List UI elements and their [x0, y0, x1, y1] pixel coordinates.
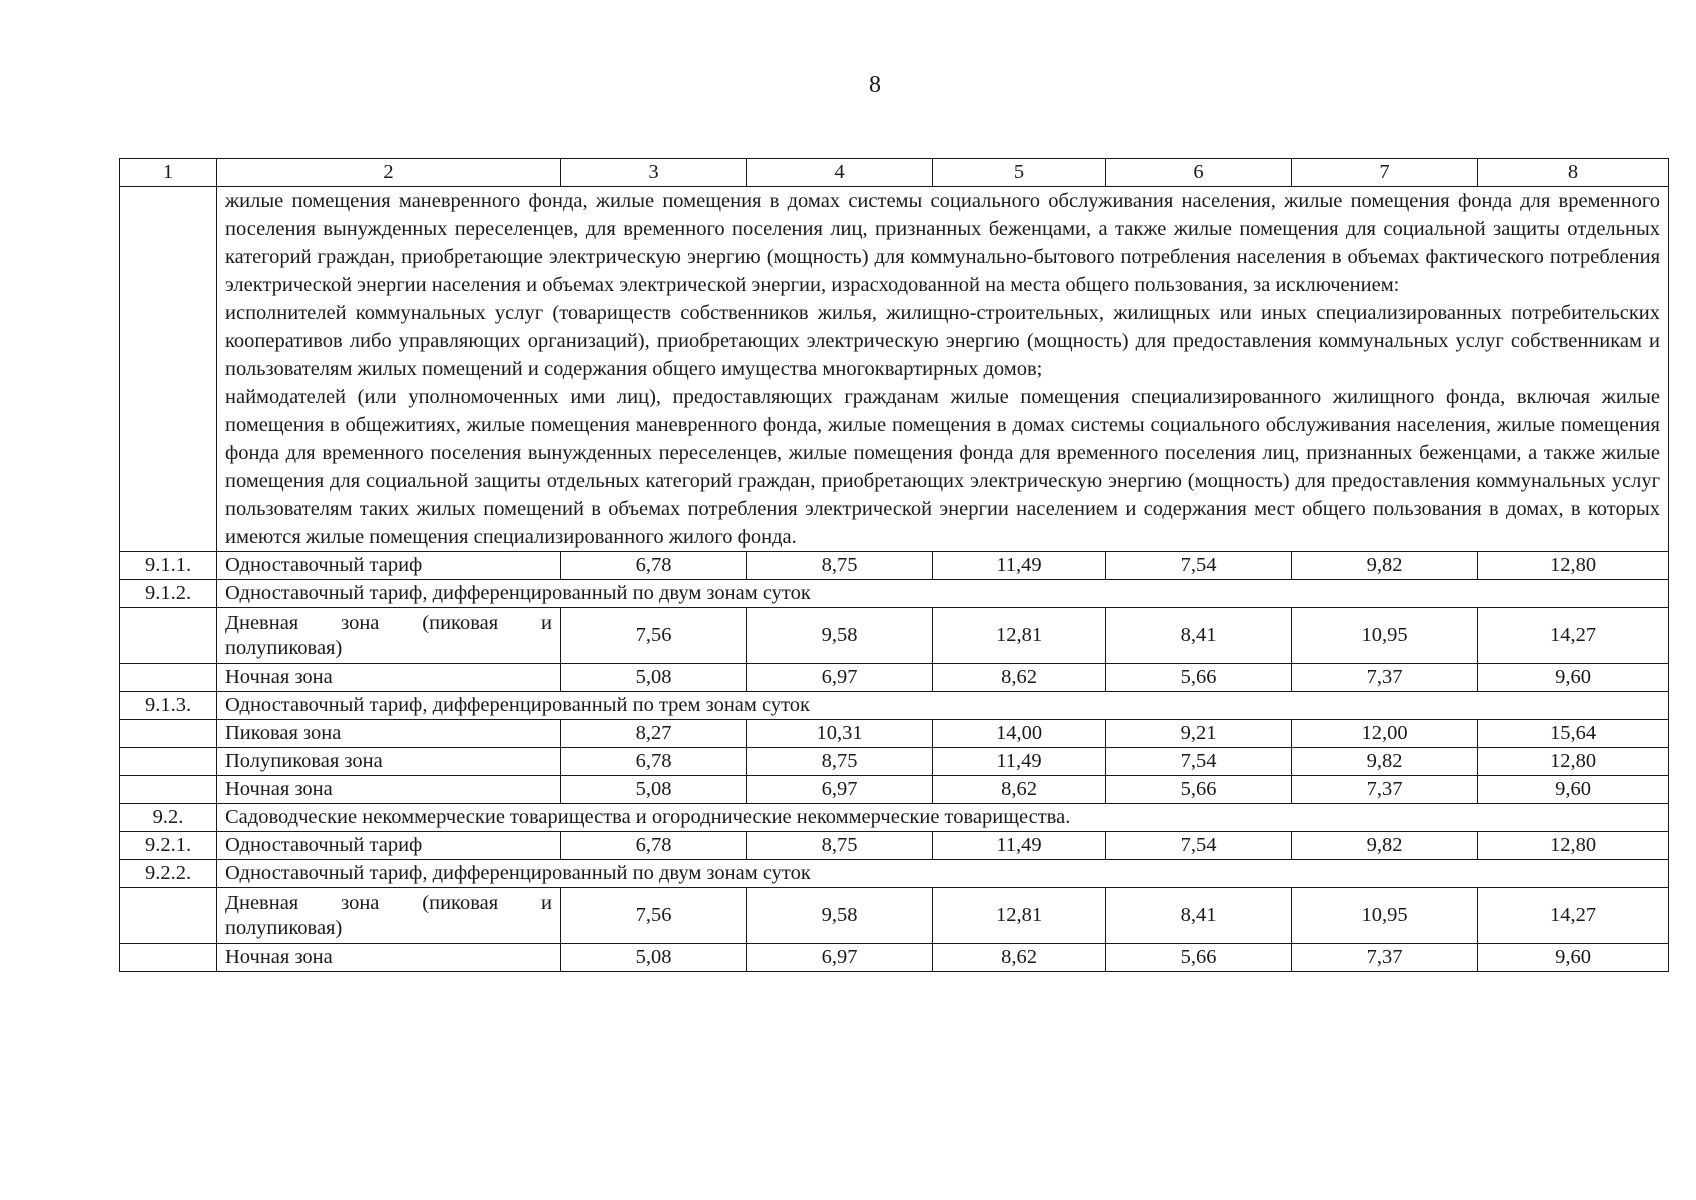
column-number: 4 — [747, 159, 933, 187]
row-label: Одноставочный тариф — [217, 552, 561, 580]
row-label: Полупиковая зона — [217, 748, 561, 776]
description-paragraph: исполнителей коммунальных услуг (товариществ собственников жилья, жилищно-строительных, жилищных или иных специализированных потребительских кооперативов либо управляющих организаций), приобретающих электрическую энергию (мощность) для предоставления коммунальных услуг собственникам и пользователям жилых помещений и содержания общего имущества многоквартирных домов; — [225, 302, 1660, 380]
row-label: Дневная зона (пиковая и полупиковая) — [217, 608, 561, 664]
row-number: 9.2. — [120, 804, 217, 832]
tariff-value: 9,58 — [747, 608, 933, 664]
row-number-cell — [120, 664, 217, 692]
tariff-value: 9,60 — [1478, 944, 1669, 972]
row-number-cell — [120, 944, 217, 972]
table-row — [120, 664, 1669, 692]
tariff-value: 15,64 — [1478, 720, 1669, 748]
description-row — [120, 187, 1669, 552]
table-row — [120, 608, 1669, 664]
tariff-value: 12,81 — [933, 608, 1106, 664]
description-paragraph: наймодателей (или уполномоченных ими лиц), предоставляющих гражданам жилые помещения специализированного жилищного фонда, включая жилые помещения в общежитиях, жилые помещения маневренного фонда, жилые помещения в домах системы социального обслуживания населения, жилые помещения фонда для временного поселения вынужденных переселенцев, жилые помещения фонда для временного поселения лиц, признанных беженцами, а также жилые помещения для социальной защиты отдельных категорий граждан, приобретающих электрическую энергию (мощность) для предоставления коммунальных услуг пользователям таких жилых помещений в объемах потребления электрической энергии населением и содержания мест общего пользования в домах, в которых имеются жилые помещения специализированного жилого фонда. — [225, 386, 1660, 548]
tariff-value: 8,62 — [933, 776, 1106, 804]
tariff-value: 7,37 — [1292, 944, 1478, 972]
tariff-value: 12,00 — [1292, 720, 1478, 748]
table-header-row — [120, 159, 1669, 187]
row-number-cell — [120, 776, 217, 804]
tariff-value: 8,41 — [1106, 888, 1292, 944]
row-label: Ночная зона — [217, 664, 561, 692]
row-label: Пиковая зона — [217, 720, 561, 748]
column-number: 2 — [217, 159, 561, 187]
row-number-cell — [120, 720, 217, 748]
tariff-value: 8,41 — [1106, 608, 1292, 664]
row-number: 9.1.3. — [120, 692, 217, 720]
tariff-value: 5,08 — [561, 944, 747, 972]
tariff-value: 10,31 — [747, 720, 933, 748]
column-number: 3 — [561, 159, 747, 187]
tariff-value: 8,62 — [933, 664, 1106, 692]
tariff-value: 6,78 — [561, 552, 747, 580]
tariff-value: 8,75 — [747, 552, 933, 580]
tariff-table — [119, 158, 1669, 972]
tariff-value: 6,78 — [561, 748, 747, 776]
tariff-value: 14,27 — [1478, 608, 1669, 664]
tariff-value: 5,66 — [1106, 944, 1292, 972]
tariff-value: 10,95 — [1292, 608, 1478, 664]
description-paragraph: жилые помещения маневренного фонда, жилые помещения в домах системы социального обслуживания населения, жилые помещения фонда для временного поселения вынужденных переселенцев, для временного поселения лиц, признанных беженцами, а также жилые помещения для социальной защиты отдельных категорий граждан, приобретающие электрическую энергию (мощность) для коммунально-бытового потребления населения в объемах фактического потребления электрической энергии населения и объемах электрической энергии, израсходованной на места общего пользования, за исключением: — [225, 190, 1660, 296]
row-number-cell — [120, 187, 217, 552]
tariff-value: 7,54 — [1106, 748, 1292, 776]
tariff-value: 5,08 — [561, 664, 747, 692]
tariff-value: 8,75 — [747, 748, 933, 776]
section-row — [120, 804, 1669, 832]
tariff-value: 12,80 — [1478, 832, 1669, 860]
section-label: Одноставочный тариф, дифференцированный по двум зонам суток — [217, 860, 1669, 888]
section-label: Одноставочный тариф, дифференцированный по двум зонам суток — [217, 580, 1669, 608]
tariff-value: 8,62 — [933, 944, 1106, 972]
tariff-value: 14,27 — [1478, 888, 1669, 944]
section-row — [120, 580, 1669, 608]
tariff-value: 9,82 — [1292, 832, 1478, 860]
tariff-value: 6,97 — [747, 776, 933, 804]
section-row — [120, 692, 1669, 720]
page-number: 8 — [869, 72, 881, 98]
row-number: 9.1.1. — [120, 552, 217, 580]
consumer-description — [217, 187, 1669, 552]
tariff-value: 9,82 — [1292, 748, 1478, 776]
tariff-value: 9,60 — [1478, 664, 1669, 692]
tariff-value: 14,00 — [933, 720, 1106, 748]
tariff-value: 12,80 — [1478, 552, 1669, 580]
tariff-value: 11,49 — [933, 832, 1106, 860]
tariff-value: 7,54 — [1106, 552, 1292, 580]
tariff-value: 9,58 — [747, 888, 933, 944]
tariff-value: 9,82 — [1292, 552, 1478, 580]
tariff-value: 11,49 — [933, 748, 1106, 776]
row-label: Одноставочный тариф — [217, 832, 561, 860]
tariff-value: 7,56 — [561, 888, 747, 944]
row-number-cell — [120, 608, 217, 664]
tariff-value: 8,75 — [747, 832, 933, 860]
table-row — [120, 888, 1669, 944]
tariff-value: 10,95 — [1292, 888, 1478, 944]
table-row — [120, 832, 1669, 860]
tariff-value: 5,66 — [1106, 776, 1292, 804]
row-number-cell — [120, 748, 217, 776]
section-label: Садоводческие некоммерческие товарищества и огороднические некоммерческие товарищества. — [217, 804, 1669, 832]
row-number: 9.2.2. — [120, 860, 217, 888]
table-row — [120, 748, 1669, 776]
tariff-value: 6,97 — [747, 664, 933, 692]
table-row — [120, 552, 1669, 580]
tariff-value: 7,54 — [1106, 832, 1292, 860]
tariff-value: 6,97 — [747, 944, 933, 972]
column-number: 6 — [1106, 159, 1292, 187]
column-number: 1 — [120, 159, 217, 187]
row-number: 9.2.1. — [120, 832, 217, 860]
tariff-value: 6,78 — [561, 832, 747, 860]
tariff-value: 12,81 — [933, 888, 1106, 944]
tariff-value: 7,37 — [1292, 664, 1478, 692]
tariff-value: 5,66 — [1106, 664, 1292, 692]
tariff-value: 5,08 — [561, 776, 747, 804]
column-number: 7 — [1292, 159, 1478, 187]
table-row — [120, 720, 1669, 748]
row-label: Ночная зона — [217, 776, 561, 804]
row-label: Дневная зона (пиковая и полупиковая) — [217, 888, 561, 944]
tariff-value: 9,60 — [1478, 776, 1669, 804]
column-number: 5 — [933, 159, 1106, 187]
tariff-value: 7,56 — [561, 608, 747, 664]
row-number: 9.1.2. — [120, 580, 217, 608]
column-number: 8 — [1478, 159, 1669, 187]
row-label: Ночная зона — [217, 944, 561, 972]
table-row — [120, 776, 1669, 804]
tariff-value: 7,37 — [1292, 776, 1478, 804]
tariff-value: 8,27 — [561, 720, 747, 748]
section-label: Одноставочный тариф, дифференцированный по трем зонам суток — [217, 692, 1669, 720]
row-number-cell — [120, 888, 217, 944]
section-row — [120, 860, 1669, 888]
tariff-value: 12,80 — [1478, 748, 1669, 776]
tariff-value: 9,21 — [1106, 720, 1292, 748]
tariff-value: 11,49 — [933, 552, 1106, 580]
table-row — [120, 944, 1669, 972]
